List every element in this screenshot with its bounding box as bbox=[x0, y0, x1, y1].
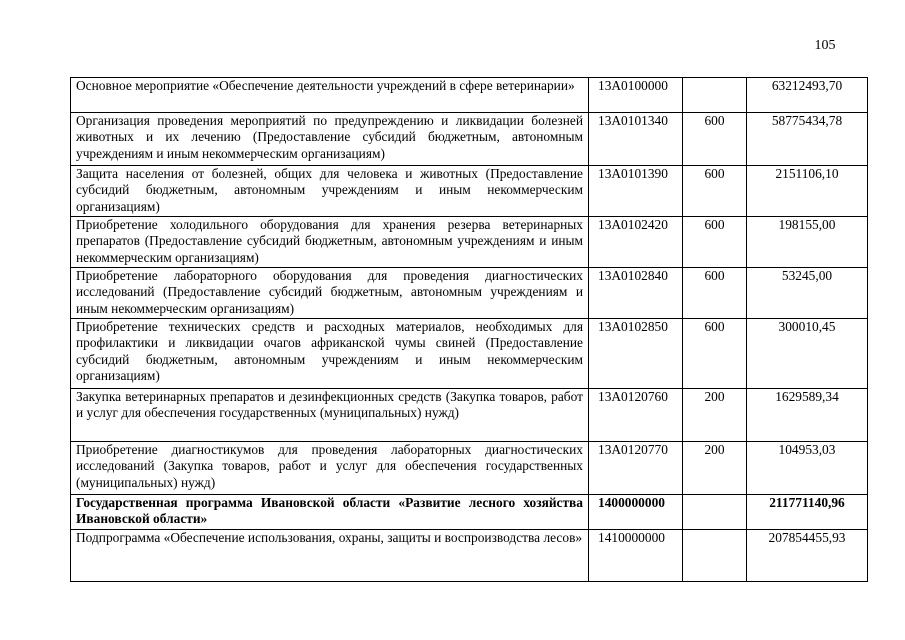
table-row bbox=[71, 442, 868, 495]
expense-name: Приобретение лабораторного оборудования для проведения диагностических исследований (Предоставление субсидий бюджетным, автономным учреждениям и иным некоммерческим организациям) bbox=[71, 268, 589, 319]
expense-type-code: 600 bbox=[683, 319, 747, 389]
target-article-code: 1410000000 bbox=[589, 530, 683, 582]
expense-type-code: 600 bbox=[683, 166, 747, 217]
target-article-code: 13А0120770 bbox=[589, 442, 683, 495]
amount: 1629589,34 bbox=[747, 389, 868, 442]
expense-type-code bbox=[683, 495, 747, 530]
table-row bbox=[71, 389, 868, 442]
expense-name: Организация проведения мероприятий по предупреждению и ликвидации болезней животных и их лечению (Предоставление субсидий бюджетным, автономным учреждениям и иным некоммерческим организациям) bbox=[71, 113, 589, 166]
expense-type-code: 200 bbox=[683, 389, 747, 442]
expense-name: Основное мероприятие «Обеспечение деятельности учреждений в сфере ветеринарии» bbox=[71, 78, 589, 113]
target-article-code: 13А0102840 bbox=[589, 268, 683, 319]
expense-name: Приобретение диагностикумов для проведения лабораторных диагностических исследований (Закупка товаров, работ и услуг для обеспечения государственных (муниципальных) нужд) bbox=[71, 442, 589, 495]
target-article-code: 13А0120760 bbox=[589, 389, 683, 442]
amount: 211771140,96 bbox=[747, 495, 868, 530]
budget-table bbox=[70, 77, 868, 582]
target-article-code: 13А0100000 bbox=[589, 78, 683, 113]
expense-name: Защита населения от болезней, общих для человека и животных (Предоставление субсидий бюджетным, автономным учреждениям и иным некоммерческим организациям) bbox=[71, 166, 589, 217]
amount: 104953,03 bbox=[747, 442, 868, 495]
budget-table-body bbox=[71, 78, 868, 582]
target-article-code: 13А0102850 bbox=[589, 319, 683, 389]
expense-name: Государственная программа Ивановской области «Развитие лесного хозяйства Ивановской области» bbox=[71, 495, 589, 530]
target-article-code: 13А0102420 bbox=[589, 217, 683, 268]
expense-type-code: 600 bbox=[683, 113, 747, 166]
amount: 53245,00 bbox=[747, 268, 868, 319]
expense-type-code: 600 bbox=[683, 268, 747, 319]
table-row bbox=[71, 166, 868, 217]
expense-name: Подпрограмма «Обеспечение использования, охраны, защиты и воспроизводства лесов» bbox=[71, 530, 589, 582]
expense-type-code bbox=[683, 530, 747, 582]
expense-type-code bbox=[683, 78, 747, 113]
table-row bbox=[71, 113, 868, 166]
table-row bbox=[71, 217, 868, 268]
amount: 300010,45 bbox=[747, 319, 868, 389]
table-row bbox=[71, 530, 868, 582]
expense-name: Приобретение холодильного оборудования для хранения резерва ветеринарных препаратов (Предоставление субсидий бюджетным, автономным учреждениям и иным некоммерческим организациям) bbox=[71, 217, 589, 268]
expense-type-code: 600 bbox=[683, 217, 747, 268]
amount: 2151106,10 bbox=[747, 166, 868, 217]
table-row-program bbox=[71, 495, 868, 530]
table-row bbox=[71, 319, 868, 389]
table-row bbox=[71, 268, 868, 319]
page-number: 105 bbox=[814, 38, 836, 53]
expense-name: Приобретение технических средств и расходных материалов, необходимых для профилактики и ликвидации очагов африканской чумы свиней (Предоставление субсидий бюджетным, автономным учреждениям и иным некоммерческим организациям) bbox=[71, 319, 589, 389]
expense-type-code: 200 bbox=[683, 442, 747, 495]
amount: 198155,00 bbox=[747, 217, 868, 268]
target-article-code: 1400000000 bbox=[589, 495, 683, 530]
amount: 58775434,78 bbox=[747, 113, 868, 166]
target-article-code: 13А0101390 bbox=[589, 166, 683, 217]
amount: 207854455,93 bbox=[747, 530, 868, 582]
table-row bbox=[71, 78, 868, 113]
target-article-code: 13А0101340 bbox=[589, 113, 683, 166]
amount: 63212493,70 bbox=[747, 78, 868, 113]
expense-name: Закупка ветеринарных препаратов и дезинфекционных средств (Закупка товаров, работ и услуг для обеспечения государственных (муниципальных) нужд) bbox=[71, 389, 589, 442]
